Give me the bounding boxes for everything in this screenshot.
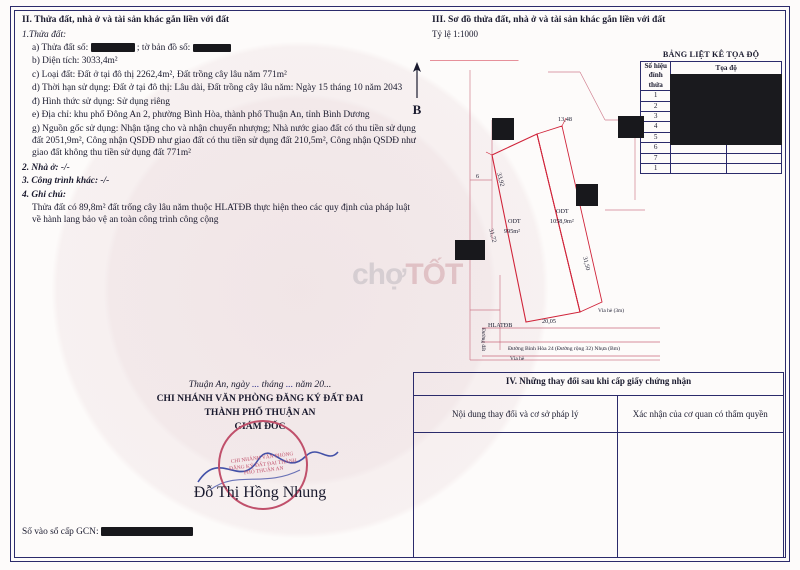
coordinate-table-caption: BẢNG LIỆT KÊ TỌA ĐỘ [662, 50, 760, 59]
section-4-title: IV. Những thay đổi sau khi cấp giấy chứng nhận [414, 373, 784, 396]
redacted-parcel-number [91, 43, 135, 52]
map-hlatdb-label: HLATĐB [488, 322, 513, 329]
map-vertex-6: 6 [476, 173, 480, 180]
field-thoi-han-su-dung: d) Thời hạn sử dụng: Đất ở tại đô thị: Lâu dài, Đất trồng cây lâu năm: Ngày 15 tháng 10 năm 2043 [32, 83, 403, 94]
watermark [352, 258, 462, 292]
coord-row-id: 1 [641, 91, 671, 101]
section-2-sub3: 3. Công trình khác: -/- [22, 176, 110, 187]
section-2-sub1-title: 1.Thửa đất: [22, 29, 67, 40]
field-to-ban-do-label: ; tờ bản đồ số: [136, 43, 191, 54]
field-thua-dat-so-label: a) Thửa đất số: [32, 43, 89, 54]
section-2-block [22, 14, 417, 228]
signature-name: Đỗ Thị Hồng Nhung [193, 484, 327, 501]
signature-name-wrap [110, 484, 410, 502]
coord-cell-y [726, 153, 781, 163]
field-thua-dat-so [22, 42, 417, 54]
coord-cell-y [726, 164, 781, 174]
coord-row-id: 7 [641, 153, 671, 163]
map-road-side-2-label: Vìa hè [510, 356, 525, 362]
coord-row-id: 1 [641, 164, 671, 174]
coord-header-coords: Tọa độ [671, 62, 782, 77]
section-4-table [413, 372, 784, 558]
redacted-map-sheet [193, 44, 231, 52]
north-arrow-label: B [412, 102, 422, 117]
coord-row-id: 4 [641, 122, 671, 132]
map-dim-bottom: 20,05 [542, 318, 556, 325]
coord-row-id: 6 [641, 143, 671, 153]
coord-header-vertex: Số hiệu đỉnh thửa [641, 62, 671, 91]
signature-role: GIÁM ĐỐC [234, 420, 286, 432]
map-dim-top: 13,48 [558, 116, 572, 123]
official-seal-text: CHI NHÁNH VĂN PHÒNG ĐĂNG KÝ ĐẤT ĐAI THÀNH PHỐ THUẬN AN [228, 451, 298, 477]
signature-date-mid: tháng [261, 379, 284, 390]
section-2-title: II. Thửa đất, nhà ở và tài sản khác gắn liền với đất [22, 14, 230, 25]
section-2-sub2: 2. Nhà ở: -/- [22, 162, 70, 173]
section-4-col-2-header: Xác nhận của cơ quan có thẩm quyền [617, 396, 784, 433]
section-4-col-1-body [414, 433, 618, 558]
map-dim-left-lower: 31,72 [487, 228, 498, 244]
coord-row-id: 2 [641, 101, 671, 111]
map-road-side-3-label: Vỉa hè (3m) [598, 308, 625, 314]
signature-org-line-1: CHI NHÁNH VĂN PHÒNG ĐĂNG KÝ ĐẤT ĐAI [156, 392, 364, 404]
map-dim-right-lower: 31,50 [581, 256, 592, 272]
signature-date-line [110, 378, 410, 392]
map-dim-left-upper: 33,92 [495, 172, 506, 188]
section-2-sub4: 4. Ghi chú: [22, 189, 67, 200]
section-4-col-1-header: Nội dung thay đổi và cơ sở pháp lý [414, 396, 618, 433]
redaction-box-2 [492, 118, 514, 140]
section-2-note: Thửa đất có 89,8m² đất trống cây lâu năm thuộc HLATĐB thực hiện theo các quy định của pháp luật về hành lang bảo vệ an toàn công trình công cộng [32, 202, 410, 226]
coord-cell-x [671, 164, 726, 174]
coord-row-id: 3 [641, 112, 671, 122]
map-parcel-right-label: ODT [556, 208, 569, 215]
field-dien-tich: b) Diện tích: 3033,4m² [32, 56, 118, 67]
map-scale: Tỷ lệ 1:1000 [432, 29, 478, 39]
field-dia-chi: e) Địa chỉ: khu phố Đông An 2, phường Bình Hòa, thành phố Thuận An, tỉnh Bình Dương [32, 110, 370, 121]
field-nguon-goc-su-dung: g) Nguồn gốc sử dụng: Nhận tặng cho và nhận chuyển nhượng; Nhà nước giao đất có thu tiền sử dụng đất 2051,9m², Công nhận QSDĐ như giao đất có thu tiền sử dụng đất 210,5m², Công nhận QSDĐ như giao đất không thu tiền sử dụng đất 771m² [32, 123, 416, 159]
redaction-box-1 [455, 240, 485, 260]
map-road-side-1-label: Đường đất [480, 328, 486, 351]
section-3-title: III. Sơ đồ thửa đất, nhà ở và tài sản khác gắn liền với đất [432, 14, 666, 25]
signature-date-prefix: Thuận An, ngày [188, 379, 250, 390]
section-4-col-2-body [617, 433, 784, 558]
redacted-gcn-number [101, 527, 193, 536]
field-hinh-thuc-su-dung: đ) Hình thức sử dụng: Sử dụng riêng [32, 96, 170, 107]
signature-org-line-2: THÀNH PHỐ THUẬN AN [204, 406, 316, 418]
watermark-cho: chợ [352, 258, 406, 291]
north-arrow [405, 60, 429, 118]
coord-cell-x [671, 153, 726, 163]
coord-row-id: 5 [641, 132, 671, 142]
redaction-box-4 [618, 116, 644, 138]
signature-date-day: ... [252, 379, 260, 390]
north-arrow-icon [405, 60, 429, 100]
map-road-main-label: Đường Bình Hòa 24 (Đường rộng 32) Nhựa (Bm) [508, 346, 620, 352]
signature-date-year: năm 20... [295, 379, 332, 390]
watermark-tot: TỐT [405, 258, 463, 291]
map-parcel-left-area: 995m² [504, 228, 520, 235]
gcn-label: Số vào sổ cấp GCN: [22, 527, 99, 537]
signature-date-month: ... [285, 379, 294, 390]
map-parcel-right-area: 1058,9m² [550, 218, 574, 225]
redaction-box-3 [576, 184, 598, 206]
section-3-block [432, 14, 784, 39]
gcn-line [22, 527, 193, 537]
parcel-map [430, 60, 670, 370]
redacted-coordinate-values [670, 74, 782, 145]
field-loai-dat: c) Loại đất: Đất ở tại đô thị 2262,4m², Đất trồng cây lâu năm 771m² [32, 69, 287, 80]
map-parcel-left-label: ODT [508, 218, 521, 225]
